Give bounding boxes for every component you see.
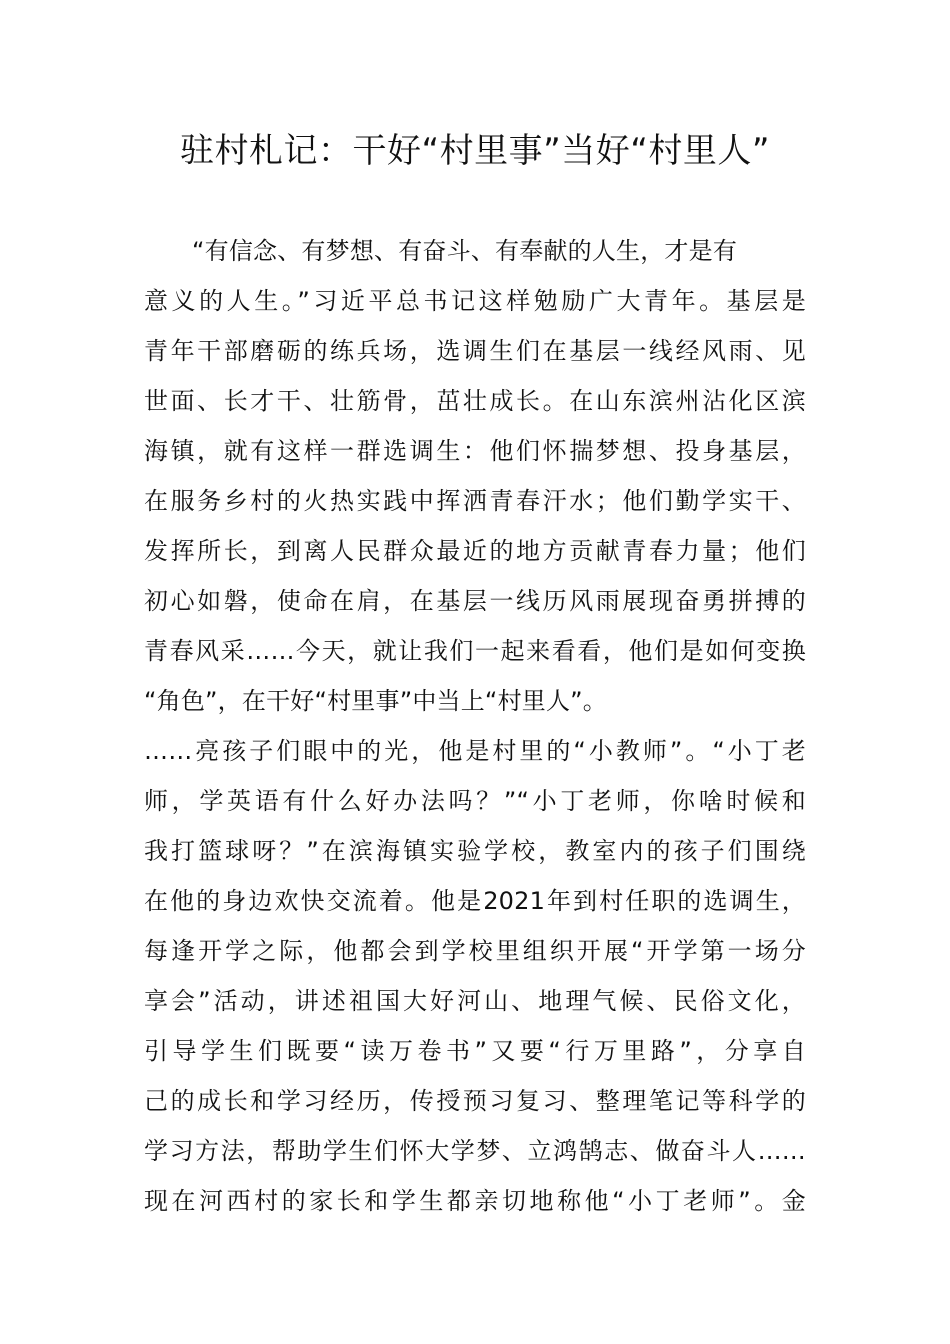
paragraph-line: “有信念、有梦想、有奋斗、有奉献的人生，才是有 <box>192 237 738 265</box>
paragraph-line: 学习方法，帮助学生们怀大学梦、立鸿鹄志、做奋斗人…… <box>144 1137 806 1165</box>
paragraph-line: 在服务乡村的火热实践中挥洒青春汗水；他们勤学实干、 <box>144 487 806 515</box>
document-title: 驻村札记：干好“村里事”当好“村里人” <box>180 131 770 171</box>
paragraph-line: “角色”，在干好“村里事”中当上“村里人”。 <box>144 687 608 715</box>
paragraph-line: 每逢开学之际，他都会到学校里组织开展“开学第一场分 <box>144 937 806 965</box>
paragraph-line: 青年干部磨砺的练兵场，选调生们在基层一线经风雨、见 <box>144 337 806 365</box>
paragraph-line: 师，学英语有什么好办法吗？”“小丁老师，你啥时候和 <box>144 787 806 815</box>
paragraph-line: ……亮孩子们眼中的光，他是村里的“小教师”。“小丁老 <box>144 737 806 765</box>
paragraph-line: 己的成长和学习经历，传授预习复习、整理笔记等科学的 <box>144 1087 806 1115</box>
paragraph-line: 现在河西村的家长和学生都亲切地称他“小丁老师”。金 <box>144 1187 806 1215</box>
paragraph-line: 世面、长才干、壮筋骨，茁壮成长。在山东滨州沾化区滨 <box>144 387 806 415</box>
paragraph-line: 发挥所长，到离人民群众最近的地方贡献青春力量；他们 <box>144 537 806 565</box>
paragraph-line: 在他的身边欢快交流着。他是2021年到村任职的选调生， <box>144 887 806 915</box>
paragraph-line: 海镇，就有这样一群选调生：他们怀揣梦想、投身基层， <box>144 437 806 465</box>
paragraph-line: 初心如磐，使命在肩，在基层一线历风雨展现奋勇拼搏的 <box>144 587 806 615</box>
paragraph-line: 青春风采……今天，就让我们一起来看看，他们是如何变换 <box>144 637 806 665</box>
paragraph-line: 意义的人生。”习近平总书记这样勉励广大青年。基层是 <box>144 287 806 315</box>
paragraph-line: 引导学生们既要“读万卷书”又要“行万里路”，分享自 <box>144 1037 806 1065</box>
paragraph-line: 我打篮球呀？”在滨海镇实验学校，教室内的孩子们围绕 <box>144 837 806 865</box>
paragraph-line: 享会”活动，讲述祖国大好河山、地理气候、民俗文化， <box>144 987 806 1015</box>
